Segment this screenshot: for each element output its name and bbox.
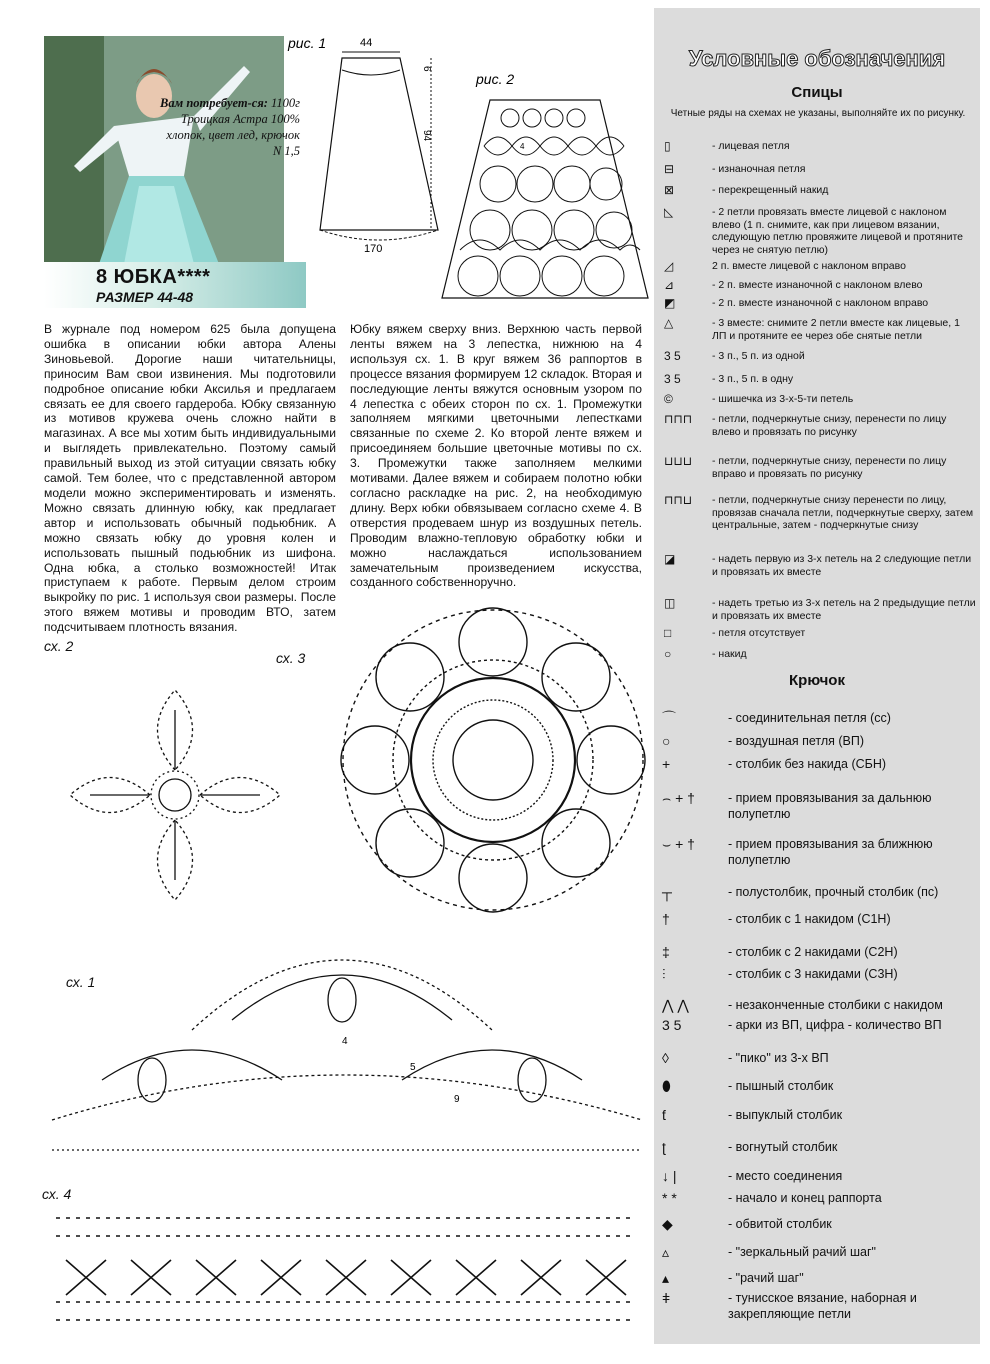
legend-knit-text: - 3 п., 5 п. в одну (712, 373, 794, 385)
legend-hook-symbol-icon: † (662, 911, 670, 927)
legend-knit-text: - изнаночная петля (712, 163, 806, 175)
legend-knit-symbol-icon: ⊟ (664, 162, 675, 176)
legend-hook-symbol-icon: ƭ (662, 1107, 666, 1123)
legend-knit-symbol-icon: ◺ (664, 205, 674, 219)
legend-knit-text: - 2 петли провязать вместе лицевой с наклоном влево (1 п. снимите, как при лицевом вязании, следующую петлю провяжите лицевой и протяните через не снятую петлю) (712, 206, 963, 256)
scheme3-motif-chart (325, 592, 655, 932)
legend-knit-text: - 2 п. вместе изнаночной с наклоном вправо (712, 297, 929, 309)
legend-hook-text: - начало и конец раппорта (728, 1191, 882, 1205)
legend-hook-symbol-icon: ↓ | (662, 1168, 677, 1184)
legend-hook-text: - прием провязывания за дальнюю полупетлю (728, 791, 932, 821)
scheme4-caption: сх. 4 (42, 1186, 72, 1202)
legend-hook-text: - столбик с 1 накидом (С1Н) (728, 912, 891, 926)
fig1-dim-side-large: 94 (421, 130, 432, 142)
legend-knit-text: - петли, подчеркнутые снизу перенести по лицу, провязав сначала петли, подчеркнутые сверху, затем центральные, затем - подчеркнутые снизу (712, 494, 974, 531)
fig1-dim-top: 44 (360, 37, 373, 49)
legend-hook-text: - место соединения (728, 1169, 843, 1183)
legend-hook-symbol-icon: ⌢ + † (662, 790, 695, 806)
scheme1-band-chart (42, 910, 652, 1180)
legend-hook-symbol-icon: + (662, 756, 671, 772)
legend-hook-text: - "рачий шаг" (728, 1271, 804, 1285)
legend-hook-text: - тунисское вязание, наборная и закрепляющие петли (728, 1291, 917, 1321)
legend-knit-text: - петли, подчеркнутые снизу, перенести по лицу влево и провязать по рисунку (712, 413, 947, 438)
legend-knit-symbol-icon: ⊔⊔⊔ (664, 454, 693, 468)
legend-knit-symbol-icon: △ (664, 316, 674, 330)
legend-knit-text: - 3 вместе: снимите 2 петли вместе как лицевые, 1 ЛП и протяните ее через обе снятые петли (712, 317, 960, 342)
legend-hook-text: - столбик с 3 накидами (С3Н) (728, 967, 898, 981)
legend-knit-text: - петля отсутствует (712, 627, 806, 639)
legend-knit-symbol-icon: ◩ (664, 296, 676, 310)
scheme2-caption: сх. 2 (44, 638, 74, 654)
legend-knit-text: - накид (712, 648, 747, 660)
legend-knit-text: - шишечка из 3-х-5-ти петель (712, 393, 854, 405)
legend-hook-symbol-icon: ǂ (662, 1290, 671, 1306)
legend-hook-text: - прием провязывания за ближнюю полупетлю (728, 837, 933, 867)
legend-hook-text: - столбик без накида (СБН) (728, 757, 887, 771)
legend-hook-text: - незаконченные столбики с накидом (728, 998, 943, 1012)
legend-knit-symbol-icon: 3 5 (664, 349, 681, 363)
legend-knit-symbol-icon: ◿ (664, 259, 674, 273)
legend-hook-symbol-icon: ◊ (662, 1050, 669, 1066)
legend-knit-symbol-icon: ⊿ (664, 278, 675, 292)
legend-hook-symbol-icon: ⋀ ⋀ (662, 997, 689, 1013)
legend-hook-symbol-icon: ʈ (662, 1139, 666, 1155)
fig2-count-label: 4 (520, 142, 525, 151)
legend-hook-text: - "зеркальный рачий шаг" (728, 1245, 876, 1259)
legend-hook-symbol-icon: ⌒ (662, 710, 676, 726)
legend-knit-title: Спицы (791, 84, 843, 101)
fig1-caption: рис. 1 (288, 35, 327, 51)
article-column-2: Юбку вяжем сверху вниз. Верхнюю часть первой ленты вяжем на 3 лепестка, нижнюю на 4 используя сх. 1. В круг вяжем 36 раппортов в процессе вязания формируем 12 складок. Вторая и последующие ленты вяжутся основным узором по 4 лепестка с обеих сторон по сх. 1. Промежутки заполняем мягкими цветочными лепестками связанные по схеме 2. Ко второй ленте вяжем и присоединяем большие цветочные мотивы по сх. 3. Промежутки также заполняем мелкими мотивами. Далее вяжем и собираем полотно юбки согласно раскладке на рис. 2, на необходимую длину. Верх юбки обвязываем согласно схеме 4. В отверстия продеваем шнур из воздушных петель. Проводим влажно-тепловую обработку юбки и можно наслаждаться использованием замечательным произведением искусства, созданного собственноручно. (350, 322, 642, 590)
scheme3-caption: сх. 3 (276, 650, 306, 666)
legend-hook-symbol-icon: ┬ (662, 884, 672, 900)
legend-hook-title: Крючок (789, 672, 845, 689)
fig1-pattern-diagram (288, 30, 450, 260)
scheme4-edging-chart (56, 1210, 646, 1340)
legend-hook-symbol-icon: ‡ (662, 944, 670, 960)
legend-knit-symbol-icon: © (664, 392, 673, 406)
legend-hook-text: - воздушная петля (ВП) (728, 734, 865, 748)
materials-text: 1100г Троицкая Астра 100% хлопок, цвет лед, крючок N 1,5 (166, 96, 300, 158)
legend-knit-text: - лицевая петля (712, 140, 790, 152)
legend-hook-text: - соединительная петля (сс) (728, 711, 891, 725)
legend-hook-text: - столбик с 2 накидами (С2Н) (728, 945, 898, 959)
fig1-dim-bottom: 170 (364, 243, 383, 255)
legend-hook-symbol-icon: ⬮ (662, 1078, 671, 1094)
legend-knit-text: - надеть третью из 3-х петель на 2 предыдущие петли и провязать их вместе (712, 597, 976, 622)
legend-knit-symbol-icon: ▯ (664, 139, 671, 153)
legend-hook-text: - полустолбик, прочный столбик (пс) (728, 885, 939, 899)
legend-hook-text: - вогнутый столбик (728, 1140, 838, 1154)
materials-label: Вам потребует-ся: (160, 96, 268, 110)
materials-block (160, 95, 300, 159)
legend-hook-symbol-icon: ▵ (662, 1244, 670, 1260)
legend-knit-text: 2 п. вместе лицевой с наклоном вправо (712, 260, 906, 272)
legend-knit-symbol-icon: ⊠ (664, 183, 675, 197)
legend-knit-text: - надеть первую из 3-х петель на 2 следующие петли и провязать их вместе (712, 553, 972, 578)
legend-title: Условные обозначения (688, 46, 946, 71)
legend-knit-symbol-icon: ◪ (664, 552, 676, 566)
legend-hook-text: - пышный столбик (728, 1079, 834, 1093)
legend-knit-symbol-icon: ○ (664, 647, 672, 661)
legend-hook-text: - арки из ВП, цифра - количество ВП (728, 1018, 942, 1032)
scheme1-caption: сх. 1 (66, 974, 96, 990)
legend-hook-symbol-icon: * * (662, 1190, 677, 1206)
legend-knit-symbol-icon: ◫ (664, 596, 676, 610)
fig2-layout-diagram (440, 66, 650, 306)
article-column-1: В журнале под номером 625 была допущена ошибка в описании юбки автора Алены Зиновьевой. Дорогие наши читательницы, приносим Вам свои извинения. Мы подготовили подробное описание юбки Аксилья и предлагаем связать ее для своего гардероба. Юбку связанную из мотивов кружева очень сложно найти в магазинах. А все мы хотим быть индивидуальными и выглядеть привлекательно. Поэтому самый правильный выход из этой ситуации связать юбку самой. Тем более, что с представленной автором модели можно экспериментировать и изменять. Можно связать длинную юбку, как предлагает автор и использовать обычный подьюбник. А можно связать юбку до уровня колен и использовать пышный подьюбник из шифона. Одна юбка, а столько возможностей! Итак приступаем к работе. Первым делом строим выкройку по рис. 1 используя свои размеры. После этого вяжем мотивы и проводим ВТО, затем подсчитываем плотность вязания. (44, 322, 336, 635)
legend-hook-symbol-icon: 3 5 (662, 1017, 682, 1033)
legend-hook-text: - выпуклый столбик (728, 1108, 843, 1122)
legend-knit-symbol-icon: ⊓⊓⊓ (664, 412, 693, 426)
legend-knit-symbol-icon: ⊓⊓⊔ (664, 493, 693, 507)
legend-knit-note: Четные ряды на схемах не указаны, выполняйте их по рисунку. (670, 108, 966, 119)
legend-hook-symbol-icon: ▴ (662, 1270, 670, 1286)
legend-hook-text: - обвитой столбик (728, 1217, 832, 1231)
legend-knit-text: - перекрещенный накид (712, 184, 829, 196)
scheme1-num-4: 4 (342, 1036, 348, 1047)
scheme1-num-5: 5 (410, 1062, 416, 1073)
scheme2-flower-chart (60, 670, 300, 910)
legend-hook-symbol-icon: ○ (662, 733, 671, 749)
legend-knit-symbol-icon: 3 5 (664, 372, 681, 386)
legend-knit-text: - 2 п. вместе изнаночной с наклоном влево (712, 279, 923, 291)
legend-hook-symbol-icon: ⫶ (662, 966, 666, 982)
fig1-dim-side-small: 6 (421, 66, 432, 72)
legend-knit-symbol-icon: □ (664, 626, 672, 640)
legend-hook-text: - "пико" из 3-х ВП (728, 1051, 829, 1065)
legend-knit-text: - 3 п., 5 п. из одной (712, 350, 805, 362)
legend-knit-text: - петли, подчеркнутые снизу, перенести по лицу вправо и провязать по рисунку (712, 455, 947, 480)
legend-hook-symbol-icon: ◆ (662, 1216, 673, 1232)
legend-hook-symbol-icon: ⌣ + † (662, 836, 695, 852)
scheme1-num-9: 9 (454, 1094, 460, 1105)
article-size: РАЗМЕР 44-48 (96, 289, 194, 305)
fig2-caption: рис. 2 (476, 71, 515, 87)
article-title: 8 ЮБКА**** (96, 266, 211, 288)
